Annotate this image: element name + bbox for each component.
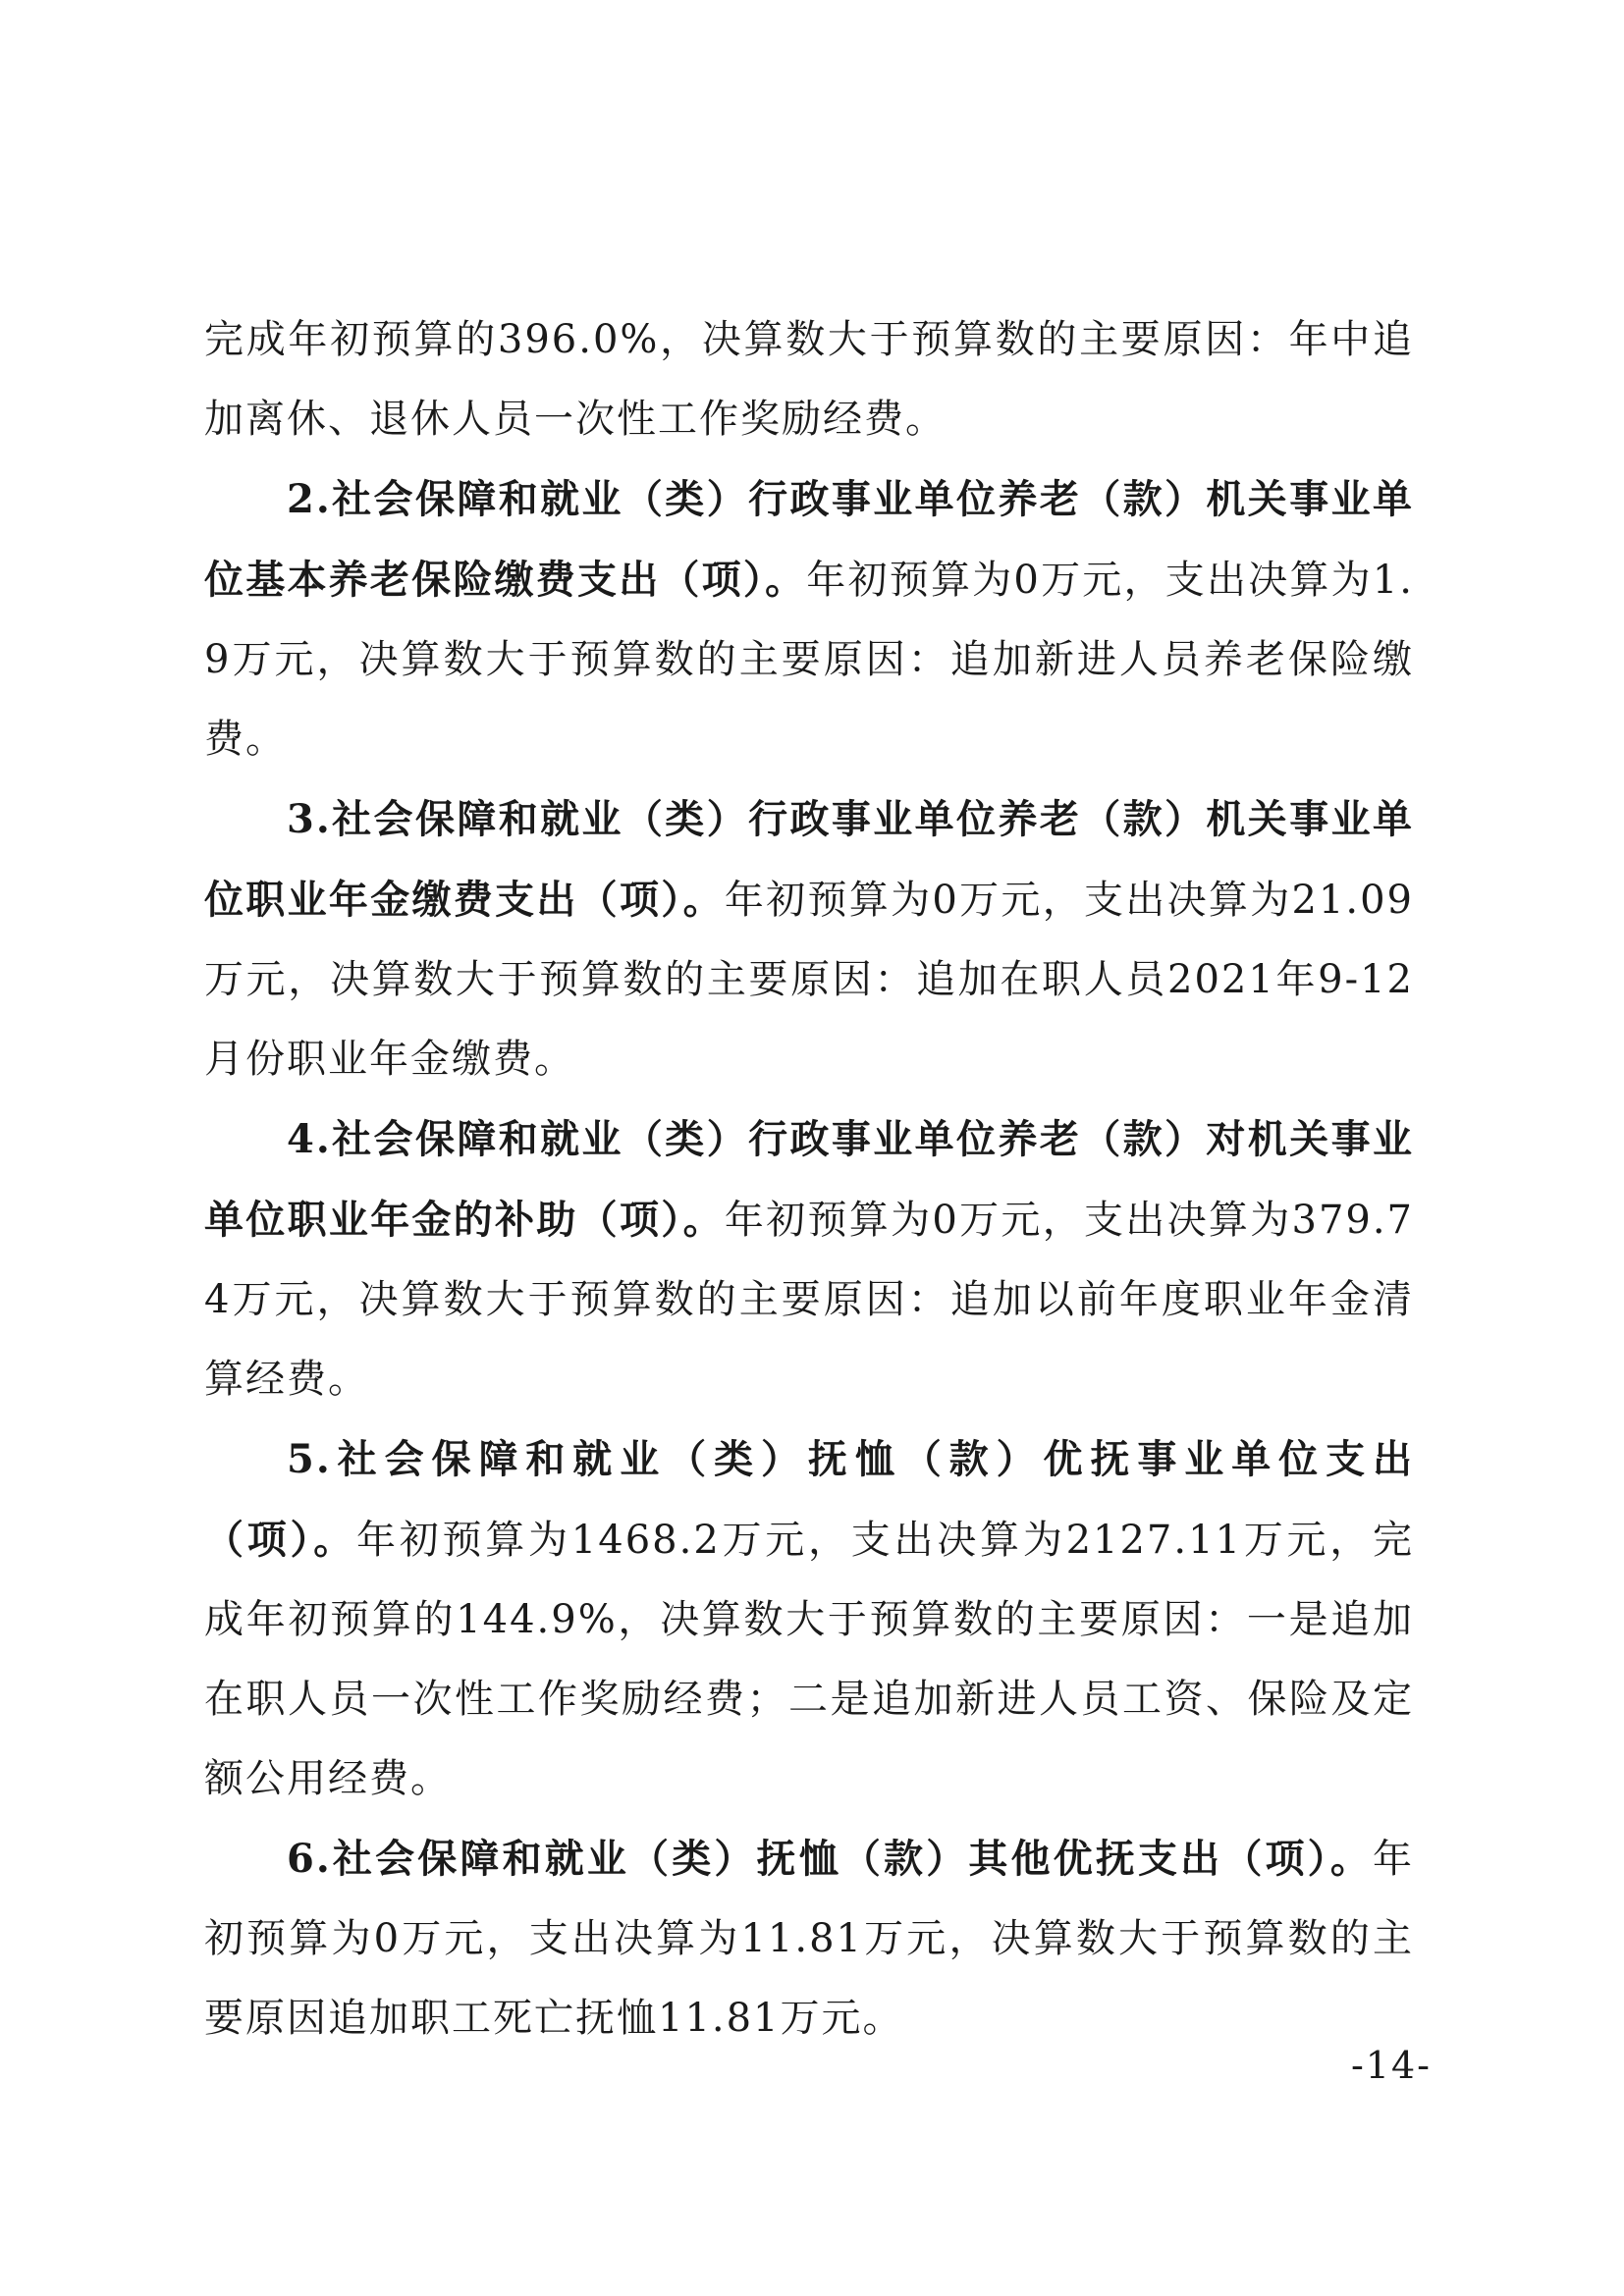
- paragraph-heading: 2.社会保障和就业（类）行政事业单位养老（款）机关事业单位基本养老保险缴费支出（项）。: [204, 476, 1414, 603]
- paragraph-text: 年初预算为1468.2万元，支出决算为2127.11万元，完成年初预算的144.9%，决算数大于预算数的主要原因：一是追加在职人员一次性工作奖励经费；二是追加新进人员工资、保险及定额公用经费。: [204, 1518, 1415, 1801]
- paragraph-heading: 5.社会保障和就业（类）抚恤（款）优抚事业单位支出（项）。: [204, 1436, 1414, 1563]
- paragraph-item-6: [204, 1819, 1414, 2058]
- paragraph-item-4: [204, 1099, 1414, 1419]
- paragraph-text: 年初预算为0万元，支出决算为379.74万元，决算数大于预算数的主要原因：追加以前年度职业年金清算经费。: [204, 1198, 1415, 1402]
- page-number: -14-: [1350, 2044, 1432, 2087]
- paragraph-item-2: [204, 459, 1414, 779]
- paragraph-item-3: [204, 779, 1414, 1099]
- paragraph-text: 完成年初预算的396.0%，决算数大于预算数的主要原因：年中追加离休、退休人员一次性工作奖励经费。: [204, 317, 1414, 442]
- paragraph-item-5: [204, 1419, 1414, 1819]
- paragraph-1-continuation: [204, 300, 1414, 459]
- paragraph-text: 年初预算为0万元，支出决算为11.81万元，决算数大于预算数的主要原因追加职工死亡抚恤11.81万元。: [204, 1837, 1414, 2041]
- paragraph-heading: 4.社会保障和就业（类）行政事业单位养老（款）对机关事业单位职业年金的补助（项）。: [204, 1116, 1414, 1243]
- paragraph-heading: 3.社会保障和就业（类）行政事业单位养老（款）机关事业单位职业年金缴费支出（项）。: [204, 796, 1414, 923]
- paragraph-text: 年初预算为0万元，支出决算为1.9万元，决算数大于预算数的主要原因：追加新进人员养老保险缴费。: [204, 558, 1414, 762]
- document-body: [204, 300, 1414, 2058]
- paragraph-text: 年初预算为0万元，支出决算为21.09万元，决算数大于预算数的主要原因：追加在职人员2021年9-12月份职业年金缴费。: [204, 878, 1415, 1082]
- paragraph-heading: 6.社会保障和就业（类）抚恤（款）其他优抚支出（项）。: [287, 1836, 1373, 1882]
